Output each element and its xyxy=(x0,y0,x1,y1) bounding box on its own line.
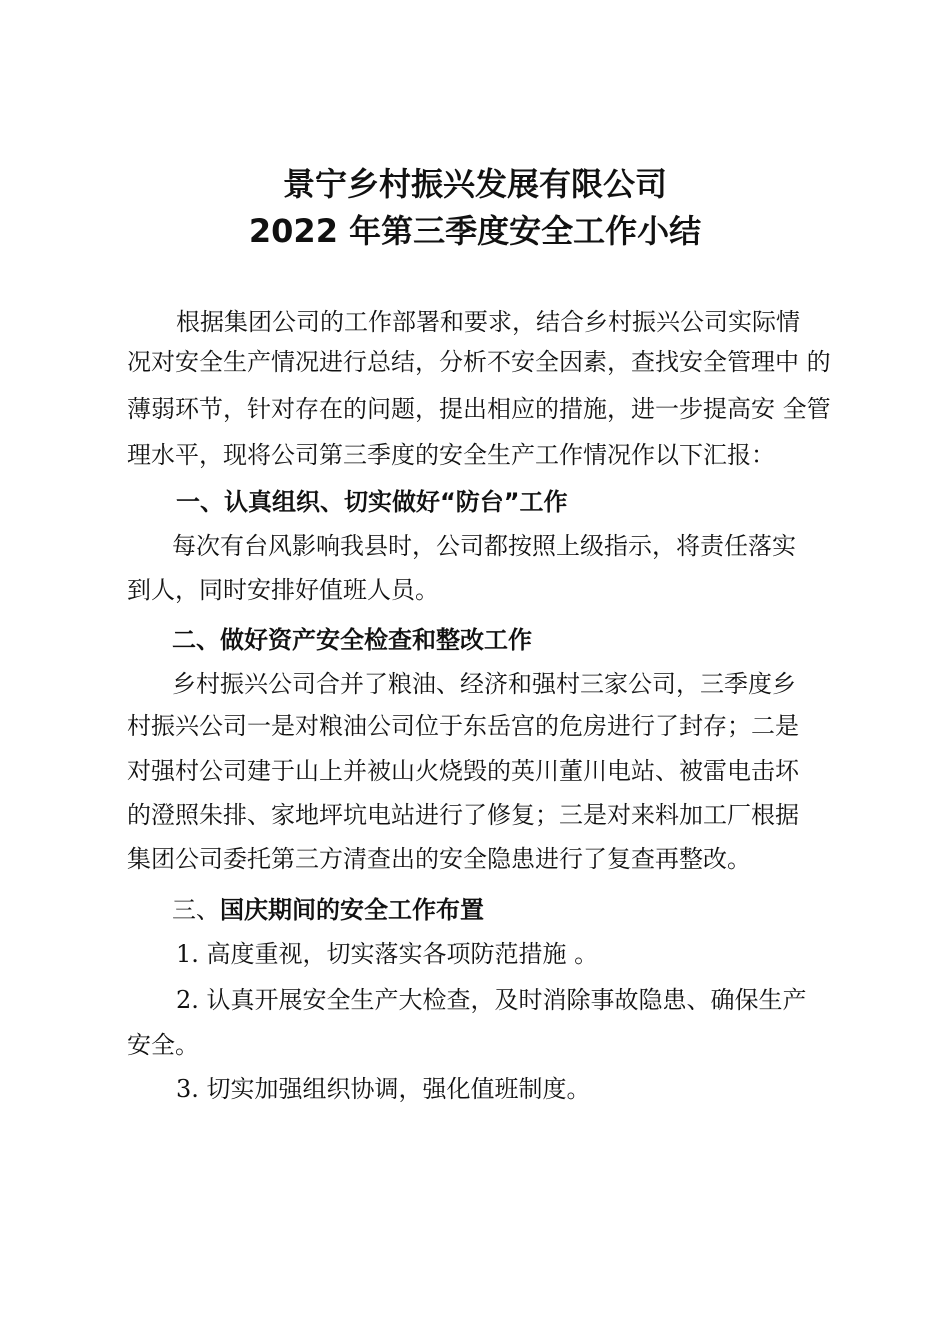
section2-line-2: 村振兴公司一是对粮油公司位于东岳宫的危房进行了封存；二是 xyxy=(127,712,799,740)
section2-line-4: 的澄照朱排、家地坪坑电站进行了修复；三是对来料加工厂根据 xyxy=(127,801,799,829)
document-title-line2: 2022 年第三季度安全工作小结 xyxy=(248,212,702,250)
section1-line-2: 到人，同时安排好值班人员。 xyxy=(127,576,439,604)
section2-heading: 二、做好资产安全检查和整改工作 xyxy=(172,626,532,654)
section2-line-1: 乡村振兴公司合并了粮油、经济和强村三家公司，三季度乡 xyxy=(172,670,796,698)
section1-heading: 一、认真组织、切实做好“防台”工作 xyxy=(176,488,568,516)
section3-heading-prefix: 三、 xyxy=(172,896,220,924)
section1-line-1: 每次有台风影响我县时，公司都按照上级指示，将责任落实 xyxy=(172,532,796,560)
intro-line-2: 况对安全生产情况进行总结，分析不安全因素，查找安全管理中 的 xyxy=(127,348,831,376)
section3-item-2: 2. 认真开展安全生产大检查，及时消除事故隐患、确保生产 xyxy=(176,986,807,1014)
intro-line-4: 理水平，现将公司第三季度的安全生产工作情况作以下汇报： xyxy=(127,441,775,469)
document-title-line1: 景宁乡村振兴发展有限公司 xyxy=(282,165,667,203)
section3-heading-text: 国庆期间的安全工作布置 xyxy=(220,896,484,924)
section3-heading xyxy=(172,894,484,926)
intro-line-1: 根据集团公司的工作部署和要求，结合乡村振兴公司实际情 xyxy=(176,308,800,336)
section2-line-3: 对强村公司建于山上并被山火烧毁的英川董川电站、被雷电击坏 xyxy=(127,757,799,785)
intro-line-3: 薄弱环节，针对存在的问题，提出相应的措施，进一步提高安 全管 xyxy=(127,395,831,423)
section3-item-1: 1. 高度重视，切实落实各项防范措施 。 xyxy=(176,940,599,968)
section3-item-2-cont: 安全。 xyxy=(127,1031,199,1059)
section3-item-3: 3. 切实加强组织协调，强化值班制度。 xyxy=(176,1075,591,1103)
section2-line-5: 集团公司委托第三方清查出的安全隐患进行了复查再整改。 xyxy=(127,845,751,873)
